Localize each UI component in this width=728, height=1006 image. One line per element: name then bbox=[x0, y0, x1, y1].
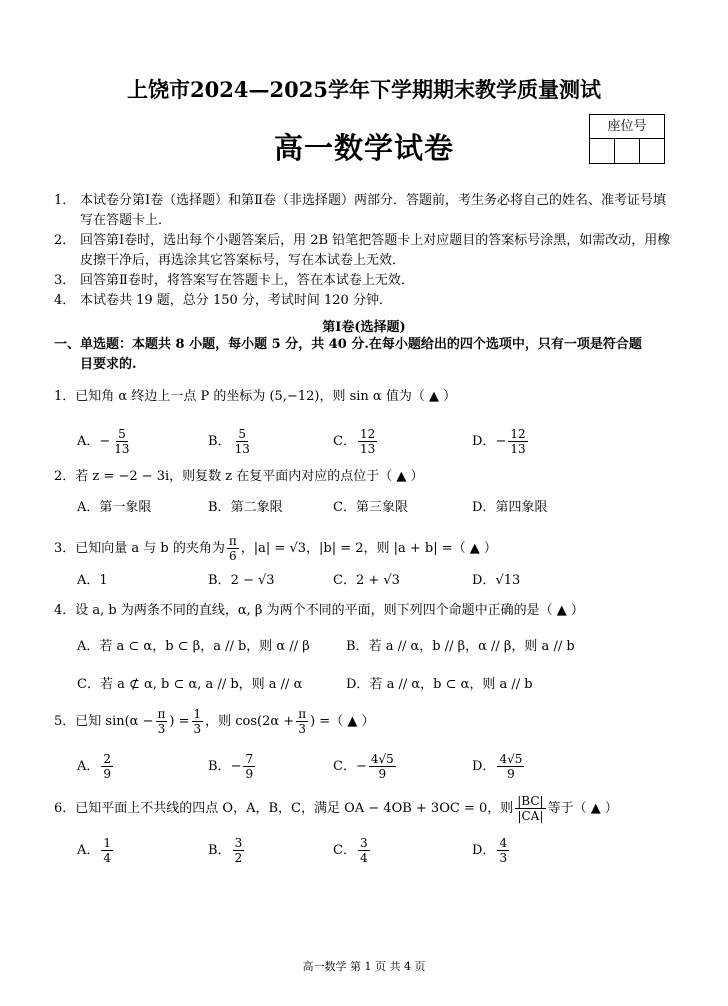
q5-option-a[interactable]: A． $\frac{2}{9}$ bbox=[77, 752, 112, 781]
q4-option-a[interactable]: A．若 a ⊂ α，b ⊂ β，a // b，则 α // β bbox=[77, 639, 310, 654]
q2-option-c[interactable]: C．第三象限 bbox=[333, 500, 408, 515]
section-title: 第Ⅰ卷(选择题) bbox=[322, 320, 406, 335]
q1-option-c[interactable]: C． $\frac{12}{13}$ bbox=[333, 427, 376, 456]
question-3: 3．已知向量 a 与 b 的夹角为 $\frac{\pi}{6}$ ，|a| = √3，|b| = 2，则 |a + b| =（ ▲ ） bbox=[54, 534, 497, 563]
q2-option-b[interactable]: B．第二象限 bbox=[208, 500, 283, 515]
q4-option-d[interactable]: D．若 a // α，b ⊂ α，则 a // b bbox=[346, 677, 533, 692]
q4-option-c[interactable]: C．若 a ⊄ α, b ⊂ α, a // b，则 a // α bbox=[77, 677, 303, 692]
seat-cells bbox=[590, 139, 664, 163]
q3-option-b[interactable]: B．2 − √3 bbox=[208, 573, 275, 588]
q6-option-c[interactable]: C． $\frac{3}{4}$ bbox=[333, 836, 368, 865]
q3-option-d[interactable]: D．√13 bbox=[472, 573, 521, 588]
q1-option-a[interactable]: A．− $\frac{5}{13}$ bbox=[77, 427, 130, 456]
q3-option-c[interactable]: C．2 + √3 bbox=[333, 573, 400, 588]
instruction-item: 4． 本试卷共 19 题，总分 150 分，考试时间 120 分钟． bbox=[54, 293, 392, 308]
question-5: 5．已知 sin(α − $\frac{\pi}{3}$ ) = $\frac{1}{3}$ ，则 cos(2α + $\frac{\pi}{3}$ ) =（ ▲ ） bbox=[54, 707, 375, 736]
page-footer: 高一数学 第 1 页 共 4 页 bbox=[302, 960, 426, 973]
instruction-item: 1． 本试卷分第Ⅰ卷（选择题）和第Ⅱ卷（非选择题）两部分．答题前，考生务必将自己的姓名、准考证号填写在答题卡上． bbox=[54, 193, 666, 228]
q4-option-b[interactable]: B．若 a // α，b // β，α // β，则 a // b bbox=[346, 639, 575, 654]
seat-number-box bbox=[589, 114, 665, 164]
instruction-item: 2． 回答第Ⅰ卷时，选出每个小题答案后，用 2B 铅笔把答题卡上对应题目的答案标号涂黑，如需改动，用橡皮擦干净后，再选涂其它答案标号，写在本试卷上无效． bbox=[54, 233, 671, 268]
q5-option-b[interactable]: B．− $\frac{7}{9}$ bbox=[208, 752, 254, 781]
q5-option-d[interactable]: D． $\frac{4√5}{9}$ bbox=[472, 752, 523, 781]
instructions bbox=[54, 191, 674, 311]
q3-option-a[interactable]: A．1 bbox=[77, 573, 108, 588]
question-2: 2．若 z = −2 − 3i，则复数 z 在复平面内对应的点位于（ ▲ ） bbox=[54, 469, 424, 484]
seat-label: 座位号 bbox=[590, 115, 664, 139]
q5-option-c[interactable]: C．− $\frac{4√5}{9}$ bbox=[333, 752, 394, 781]
instruction-item: 3． 回答第Ⅱ卷时，将答案写在答题卡上，答在本试卷上无效． bbox=[54, 273, 414, 288]
q6-option-a[interactable]: A． $\frac{1}{4}$ bbox=[77, 836, 112, 865]
exam-subtitle: 高一数学试卷 bbox=[273, 131, 454, 165]
q2-option-d[interactable]: D．第四象限 bbox=[472, 500, 548, 515]
q2-option-a[interactable]: A．第一象限 bbox=[77, 500, 152, 515]
question-4: 4．设 a, b 为两条不同的直线，α, β 为两个不同的平面，则下列四个命题中正确的是（ ▲ ） bbox=[54, 603, 584, 618]
q6-option-b[interactable]: B． $\frac{3}{2}$ bbox=[208, 836, 243, 865]
exam-title: 上饶市2024—2025学年下学期期末教学质量测试 bbox=[127, 77, 601, 102]
part-heading: 一、单选题：本题共 8 小题，每小题 5 分，共 40 分.在每小题给出的四个选项中，只有一项是符合题 目要求的. bbox=[54, 337, 642, 372]
q1-option-b[interactable]: B． $\frac{5}{13}$ bbox=[208, 427, 250, 456]
q1-option-d[interactable]: D．− $\frac{12}{13}$ bbox=[472, 427, 526, 456]
question-6: 6．已知平面上不共线的四点 O，A，B，C，满足 OA − 4OB + 3OC = 0，则 $\frac{|BC|}{|CA|}$ 等于（ ▲ ） bbox=[54, 794, 618, 823]
question-1: 1．已知角 α 终边上一点 P 的坐标为 (5,−12)，则 sin α 值为（ ▲ ） bbox=[54, 389, 457, 404]
q6-option-d[interactable]: D． $\frac{4}{3}$ bbox=[472, 836, 508, 865]
